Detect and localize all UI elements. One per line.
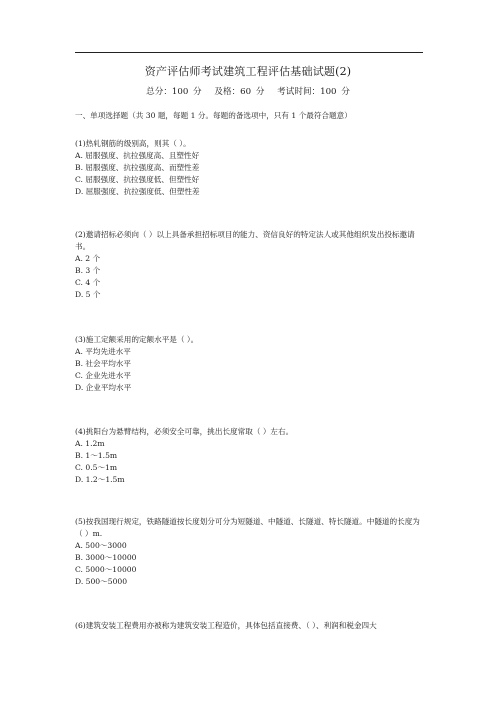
option-d: D. 屈服强度、抗拉强度低、但塑性差 [75,187,200,197]
option-c: C. 屈服强度、抗拉强度低、但塑性好 [75,175,200,185]
option-a: A. 平均先进水平 [75,347,131,357]
header-rule [75,52,423,53]
pass-score: 及格：60 分 [214,87,265,97]
option-d: D. 5 个 [75,290,101,300]
section-heading: 一、单项选择题（共 30 题，每题 1 分。每题的备选项中，只有 1 个最符合题意） [75,111,352,120]
question-5 [75,516,425,589]
option-c: C. 4 个 [75,278,101,288]
exam-time: 考试时间：100 分 [277,87,350,97]
question-3 [75,334,425,394]
question-stem: (3)施工定额采用的定额水平是（ ）。 [75,335,199,344]
option-c: C. 企业先进水平 [75,371,131,381]
option-d: D. 500～5000 [75,577,128,587]
option-a: A. 2 个 [75,254,101,264]
question-2 [75,229,425,302]
option-c: C. 5000～10000 [75,565,137,575]
exam-meta [0,85,496,97]
total-score: 总分：100 分 [146,87,202,97]
option-a: A. 屈服强度、抗拉强度高、且塑性好 [75,151,200,161]
option-d: D. 企业平均水平 [75,383,132,393]
option-b: B. 3000～10000 [75,553,137,563]
option-d: D. 1.2～1.5m [75,475,125,485]
option-b: B. 社会平均水平 [75,359,131,369]
question-stem: (2)邀请招标必须向（ ）以上具备承担招标项目的能力、资信良好的特定法人或其他组织发出投标邀请书。 [75,230,415,252]
question-1 [75,138,425,198]
question-4 [75,426,425,486]
question-6 [75,620,425,632]
option-c: C. 0.5～1m [75,463,118,473]
option-b: B. 1～1.5m [75,451,118,461]
option-b: B. 屈服强度、抗拉强度高、而塑性差 [75,163,200,173]
question-stem: (5)按我国现行规定，铁路隧道按长度划分可分为短隧道、中隧道、长隧道、特长隧道。中隧道的长度为（ ）m. [75,517,420,539]
option-a: A. 500～3000 [75,541,127,551]
document-title: 资产评估师考试建筑工程评估基础试题(2) [144,65,352,78]
question-stem: (6)建筑安装工程费用亦被称为建筑安装工程造价，具体包括直接费、（ ）、利润和税金四大 [75,621,377,630]
option-b: B. 3 个 [75,266,101,276]
option-a: A. 1.2m [75,439,105,449]
question-stem: (1)热轧钢筋的级别高，则其（ ）。 [75,139,191,148]
question-stem: (4)挑阳台为悬臂结构，必须安全可靠，挑出长度常取（ ）左右。 [75,427,294,436]
